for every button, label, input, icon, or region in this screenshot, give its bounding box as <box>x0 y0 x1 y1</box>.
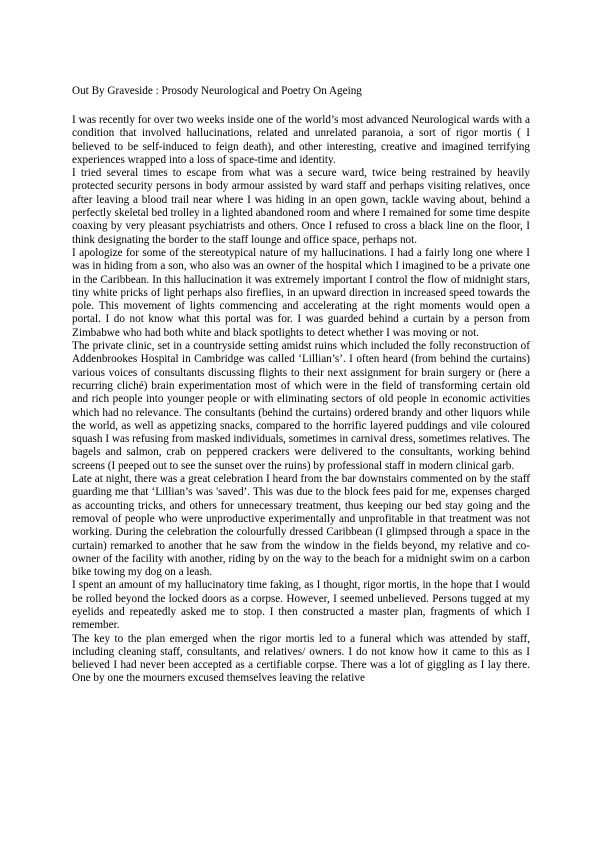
paragraph: The private clinic, set in a countryside setting amidst ruins which included the folly reconstruction of Addenbrookes Hospital in Cambridge was called ‘Lillian’s’. I often heard (from behind the curtains) various voices of consultants discussing flights to their next assignment for brain surgery or (here a recurring cliché) brain experimentation most of which were in the field of transforming certain old and rich people into younger people or with eliminating sectors of old people in economic activities which had no relevance. The consultants (behind the curtains) ordered brandy and other liquors while the world, as well as appetizing snacks, compared to the horrific layered puddings and vile coloured squash I was refusing from masked individuals, sometimes in carnival dress, sometimes relatives. The bagels and salmon, crab on peppered crackers were delivered to the consultants, working behind screens (I peeped out to see the sunset over the ruins) by professional staff in modern clinical garb. <box>72 340 530 472</box>
paragraph: I tried several times to escape from what was a secure ward, twice being restrained by heavily protected security persons in body armour assisted by ward staff and perhaps visiting relatives, once after leaving a blood trail near where I was hiding in an open gown, tackle waving about, behind a perfectly skeletal bed trolley in a lighted abandoned room and where I remained for some time despite coaxing by very pleasant psychiatrists and others. Once I refused to cross a black line on the floor, I think designating the border to the staff lounge and office space, perhaps not. <box>72 167 530 246</box>
document-body <box>72 114 530 686</box>
paragraph: I was recently for over two weeks inside one of the world’s most advanced Neurological wards with a condition that involved hallucinations, related and unrelated paranoia, a sort of rigor mortis ( I believed to be self-induced to feign death), and other interesting, creative and imagined terrifying experiences wrapped into a loss of space-time and identity. <box>72 114 530 166</box>
paragraph: I spent an amount of my hallucinatory time faking, as I thought, rigor mortis, in the hope that I would be rolled beyond the locked doors as a corpse. However, I seemed unbelieved. Persons tugged at my eyelids and repeatedly asked me to stop. I then constructed a master plan, fragments of which I remember. <box>72 579 530 632</box>
document-title: Out By Graveside : Prosody Neurological and Poetry On Ageing <box>72 85 362 97</box>
paragraph: I apologize for some of the stereotypical nature of my hallucinations. I had a fairly long one where I was in hiding from a son, who also was an owner of the hospital which I imagined to be a private one in the Caribbean. In this hallucination it was extremely important I control the flow of midnight stars, tiny white pricks of light perhaps also fireflies, in an upward direction in increased speed towards the pole. This movement of lights commencing and accelerating at the right moments would open a portal. I do not know what this portal was for. I was guarded behind a curtain by a person from Zimbabwe who had both white and black spotlights to detect whether I was moving or not. <box>72 246 530 339</box>
paragraph: The key to the plan emerged when the rigor mortis led to a funeral which was attended by staff, including cleaning staff, consultants, and relatives/ owners. I do not know how it came to this as I believed I had never been accepted as a certifiable corpse. There was a lot of giggling as I lay there. One by one the mourners excused themselves leaving the relative <box>72 632 530 685</box>
paragraph: Late at night, there was a great celebration I heard from the bar downstairs commented on by the staff guarding me that ‘Lillian’s was 'saved’. This was due to the block fees paid for me, expenses charged as accounting tricks, and others for unnecessary treatment, thus keeping our bed stay going and the removal of people who were unproductive experimentally and unprofitable in that treatment was not working. During the celebration the colourfully dressed Caribbean (I glimpsed through a space in the curtain) remarked to another that he saw from the window in the fields beyond, my relative and co-owner of the facility with another, riding by on the way to the beach for a midnight swim on a carbon bike towing my dog on a leash. <box>72 473 530 579</box>
